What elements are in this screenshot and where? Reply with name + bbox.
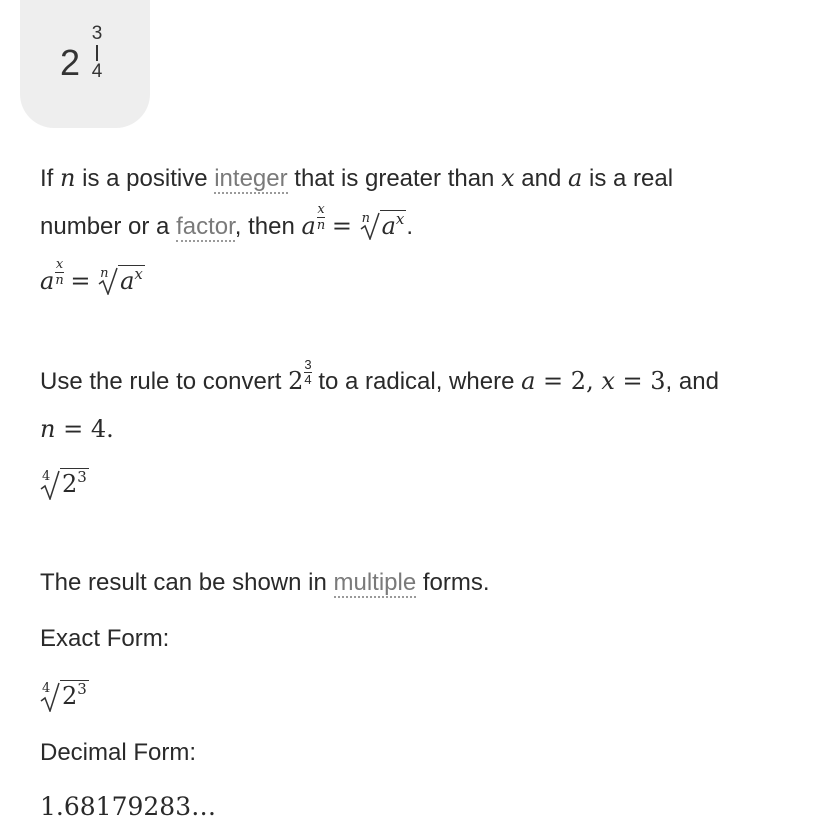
convert-line-1: Use the rule to convert $2\frac{3}{4}$ to a radical, where a = 2, x = 3, and	[40, 357, 719, 395]
problem-box	[20, 0, 150, 128]
rule-formula-inline: $a\frac{x}{n}$ = n $a^x$.	[302, 213, 414, 240]
link-factor[interactable]: factor	[176, 213, 235, 240]
fraction-bar	[96, 45, 98, 61]
radical-result	[40, 468, 89, 502]
rule-line-2	[40, 202, 414, 244]
rule-text: number or a	[40, 213, 170, 240]
fraction-x-over-n: $\frac{x}{n}$	[55, 257, 64, 289]
rule-formula: $a\frac{x}{n}$ = n $a^x$	[40, 265, 145, 299]
radical-symbol: n $a^x$	[98, 265, 145, 299]
exact-form-label: Exact Form:	[40, 625, 170, 652]
exponent-denominator: 4	[91, 61, 103, 82]
radical-symbol: 4 $2^3$	[40, 680, 89, 714]
rule-text: , then	[234, 213, 295, 240]
convert-line-2: n = 4.	[40, 415, 114, 443]
result-line	[40, 568, 490, 598]
convert-text: to a radical, where	[318, 368, 515, 395]
var-a: a	[568, 164, 583, 192]
convert-text: Use the rule to convert	[40, 368, 282, 395]
link-integer[interactable]: integer	[214, 165, 288, 192]
decimal-form-value: 1.68179283…	[40, 792, 217, 821]
fraction-3-over-4: $\frac{3}{4}$	[304, 357, 312, 388]
link-multiple[interactable]: multiple	[333, 569, 417, 596]
decimal-form-label: Decimal Form:	[40, 739, 197, 766]
rule-line-1	[40, 163, 673, 194]
problem-exponent	[89, 24, 105, 82]
exact-form-value	[40, 680, 89, 714]
exponent-numerator: 3	[91, 23, 103, 44]
rule-text: If	[40, 165, 54, 192]
result-text: The result can be shown in	[40, 569, 327, 596]
radical-symbol: n $a^x$	[360, 210, 407, 244]
radical-symbol: 4 $2^3$	[40, 468, 89, 502]
result-text: forms.	[422, 569, 490, 596]
var-n: n	[60, 164, 76, 192]
problem-base: 2	[60, 42, 81, 83]
fraction-x-over-n: $\frac{x}{n}$	[316, 202, 326, 234]
rule-text: is a positive	[82, 165, 208, 192]
rule-text: that is greater than	[294, 165, 495, 192]
var-x: x	[501, 164, 515, 192]
rule-text: and	[521, 165, 562, 192]
rule-text: is a real	[589, 165, 674, 192]
